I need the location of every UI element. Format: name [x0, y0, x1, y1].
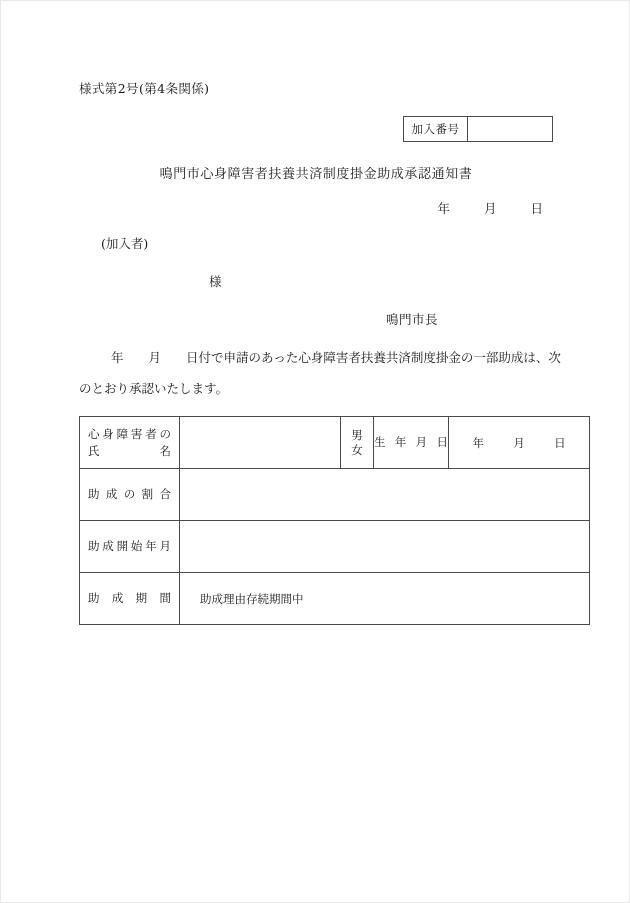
body-paragraph-line-1: 年 月 日付で申請のあった心身障害者扶養共済制度掛金の一部助成は、次	[111, 350, 561, 365]
row-label-name-line2: 氏名	[88, 443, 171, 458]
member-number-box	[403, 116, 553, 142]
issue-date-day: 日	[530, 201, 543, 216]
name-value-cell[interactable]	[180, 417, 341, 469]
member-number-label: 加入番号	[404, 117, 468, 141]
row-label-period	[80, 573, 180, 625]
issue-date-line	[1, 199, 630, 217]
row-label-start-date-text: 助成開始年月	[88, 539, 171, 554]
table-row	[80, 469, 590, 521]
row-label-name	[80, 417, 180, 469]
gender-female-label: 女	[351, 442, 363, 457]
row-label-period-text: 助成期間	[88, 591, 171, 606]
table-row	[80, 521, 590, 573]
issue-date-year: 年	[437, 201, 451, 216]
addressee-label: (加入者)	[101, 236, 149, 251]
start-date-value[interactable]	[180, 521, 590, 573]
dob-value-cell[interactable]	[449, 417, 590, 469]
row-label-start-date	[80, 521, 180, 573]
period-value[interactable]	[180, 573, 590, 625]
member-number-value[interactable]	[468, 117, 552, 141]
addressee-honorific: 様	[209, 274, 222, 289]
issuer-name: 鳴門市長	[386, 312, 439, 327]
issue-date-month: 月	[484, 201, 497, 216]
row-label-name-line1: 心身障害者の	[88, 426, 171, 441]
dob-label-text: 生年月日	[374, 435, 448, 450]
row-label-subsidy-rate	[80, 469, 180, 521]
row-label-subsidy-rate-text: 助成の割合	[88, 487, 171, 502]
subsidy-rate-value[interactable]	[180, 469, 590, 521]
table-row	[80, 573, 590, 625]
dob-label	[374, 417, 449, 469]
dob-day-label: 日	[554, 435, 566, 450]
period-value-text: 助成理由存続期間中	[200, 591, 304, 606]
page-title: 鳴門市心身障害者扶養共済制度掛金助成承認通知書	[159, 167, 473, 182]
form-number: 様式第2号(第4条関係)	[79, 81, 210, 96]
gender-male-label: 男	[351, 428, 363, 443]
dob-year-label: 年	[472, 435, 484, 450]
body-paragraph-line-2: のとおり承認いたします。	[79, 381, 229, 396]
dob-month-label: 月	[513, 435, 525, 450]
gender-cell[interactable]	[341, 417, 374, 469]
approval-details-table	[79, 416, 590, 625]
table-row	[80, 417, 590, 469]
